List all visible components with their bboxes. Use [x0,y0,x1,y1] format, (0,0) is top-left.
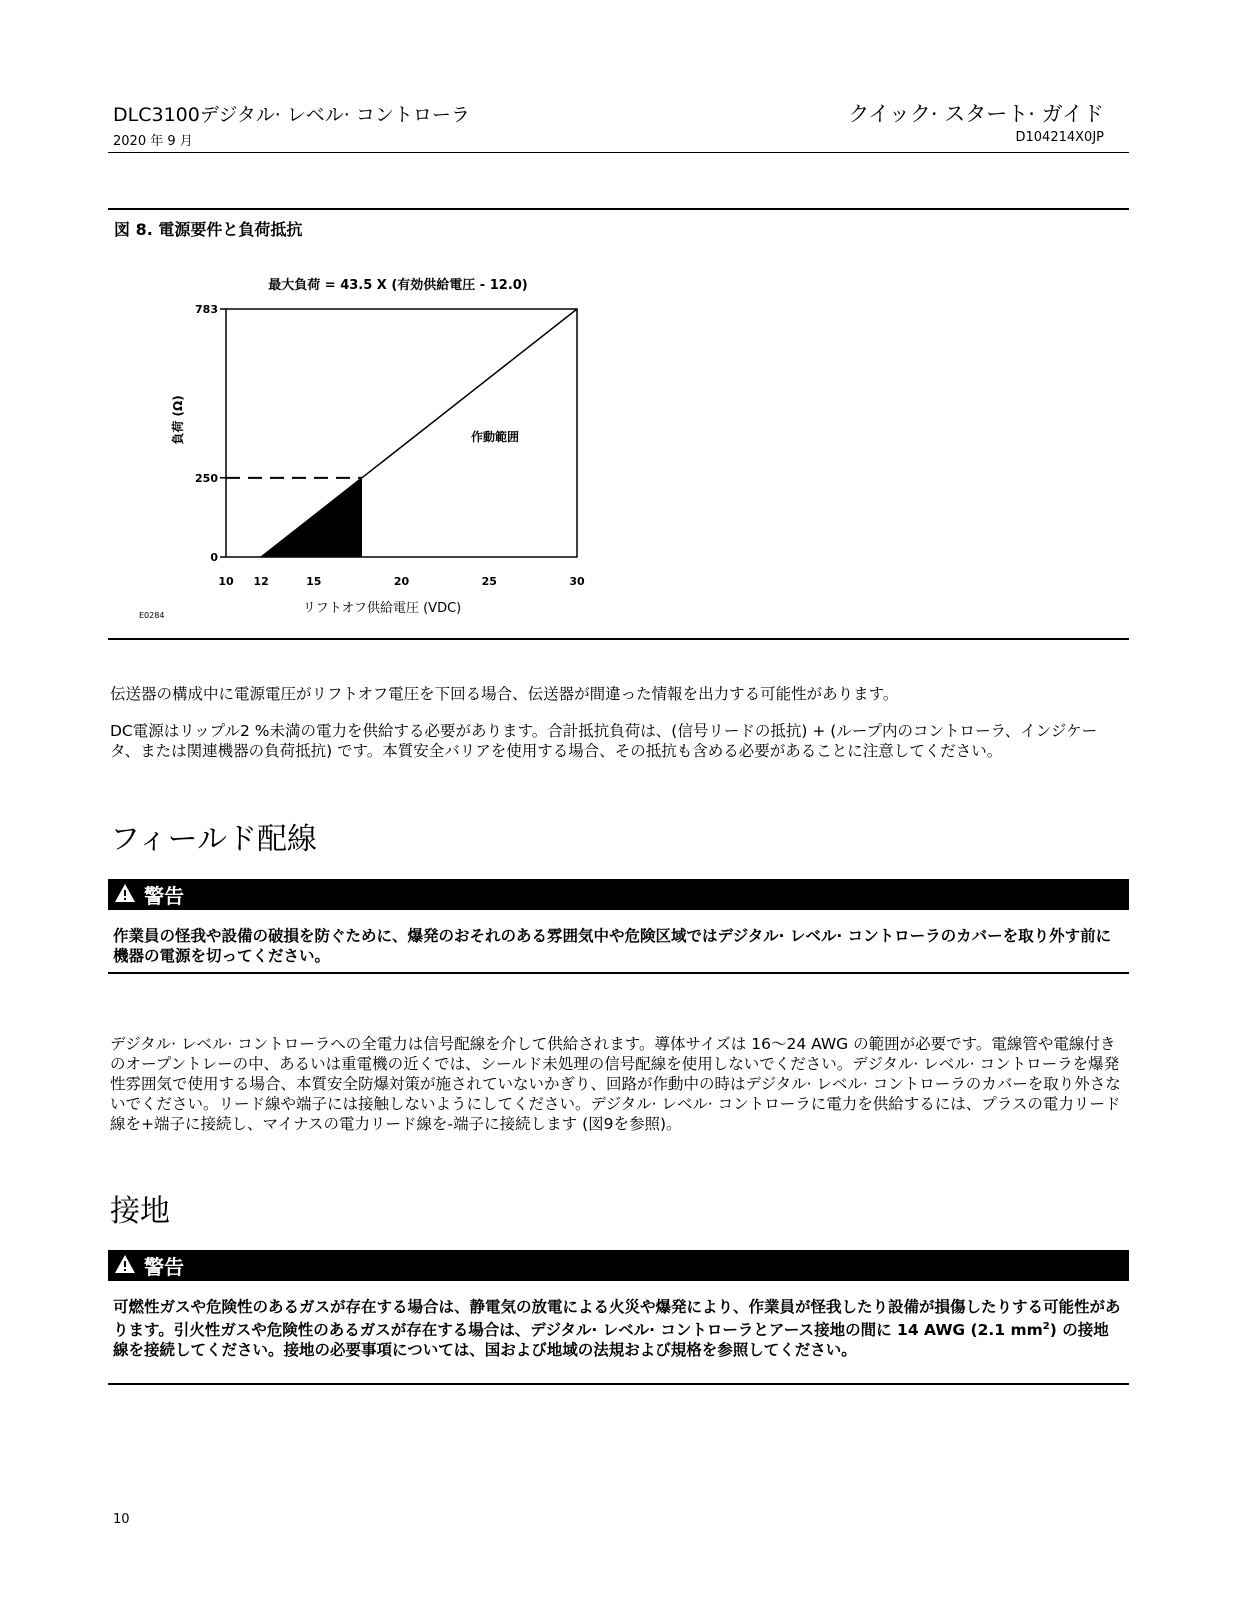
superscript-2: 2 [1042,1321,1050,1332]
max-load-line [261,309,577,557]
x-tick-label: 25 [481,575,497,588]
figure-bottom-rule [108,638,1129,640]
x-tick-label: 15 [306,575,322,588]
warning-text-1: 作業員の怪我や設備の破損を防ぐために、爆発のおそれのある雰囲気中や危険区域ではデジタル· レベル· コントローラのカバーを取り外す前に機器の電源を切ってください。 [113,927,1112,965]
page-number: 10 [113,1512,130,1527]
y-tick-label: 783 [195,303,218,316]
plot-frame [226,309,577,557]
warning-1-bottom-rule [108,972,1129,974]
warning-icon [114,883,136,907]
x-tick-label: 10 [218,575,234,588]
chart-formula: 最大負荷 = 43.5 X (有効供給電圧 - 12.0) [268,278,528,293]
section-heading-grounding: 接地 [110,1194,170,1229]
warning-banner-2 [108,1250,1129,1281]
document-type: クイック· スタート· ガイド [848,102,1104,126]
x-axis-label: リフトオフ供給電圧 (VDC) [302,601,462,616]
document-date: 2020 年 9 月 [113,134,193,149]
document-title: DLC3100デジタル· レベル· コントローラ [113,104,470,126]
paragraph-dc-power: DC電源はリップル2 %未満の電力を供給する必要があります。合計抵抗負荷は、(信号リードの抵抗) + (ループ内のコントローラ、インジケータ、または関連機器の負荷抵抗) です。本質安全バリアを使用する場合、その抵抗も含める必要があることに注意してください。 [110,722,1098,760]
y-tick-label: 250 [195,471,218,485]
power-load-chart [0,0,1237,660]
warning-icon [114,1254,136,1278]
paragraph-liftoff: 伝送器の構成中に電源電圧がリフトオフ電圧を下回る場合、伝送器が間違った情報を出力する可能性があります。 [110,685,899,703]
y-tick-label: 0 [210,551,218,564]
warning-text-2-part-a: 可燃性ガスや危険性のあるガスが存在する場合は、静電気の放電による火災や爆発により、作業員が怪我したり設備が損傷したりする可能性があります。引火性ガスや危険性のあるガスが存在する場合は、デジタル· レベル· コントローラとアース接地の間に 14 AWG (2.1 mm [113,1298,1121,1340]
paragraph-wiring: デジタル· レベル· コントローラへの全電力は信号配線を介して供給されます。導体サイズは 16〜24 AWG の範囲が必要です。電線管や電線付きのオープントレーの中、あるいは重電機の近くでは、シールド未処理の信号配線を使用しないでください。デジタル· レベル· コントローラを爆発性雰囲気で使用する場合、本質安全防爆対策が施されていないかぎり、回路が作動中の時はデジタル· レベル· コントローラのカバーを取り外さないでください。リード線や端子には接触しないようにしてください。デジタル· レベル· コントローラに電力を供給するには、プラスの電力リード線を+端子に接続し、マイナスの電力リード線を-端子に接続します (図9を参照)。 [110,1035,1121,1133]
document-code: D104214X0JP [1015,130,1104,145]
x-tick-label: 20 [393,575,410,588]
figure-caption: 図 8. 電源要件と負荷抵抗 [114,220,303,239]
y-axis-label: 負荷 (Ω) [171,395,185,445]
x-tick-label: 12 [253,575,269,588]
warning-2-bottom-rule [108,1383,1129,1385]
warning-text-2-part-b: ) の接地線を接続してください。接地の必要事項については、国および地域の法規および規格を参照してください。 [113,1321,1109,1360]
section-heading-field-wiring: フィールド配線 [110,822,317,857]
warning-banner-1 [108,879,1129,910]
x-tick-label: 30 [569,575,585,588]
warning-label: 警告 [144,1255,184,1279]
warning-label: 警告 [144,884,184,908]
figure-id: E0284 [139,611,165,620]
warning-text-2 [113,1297,1123,1360]
region-label: 作動範囲 [470,430,520,444]
